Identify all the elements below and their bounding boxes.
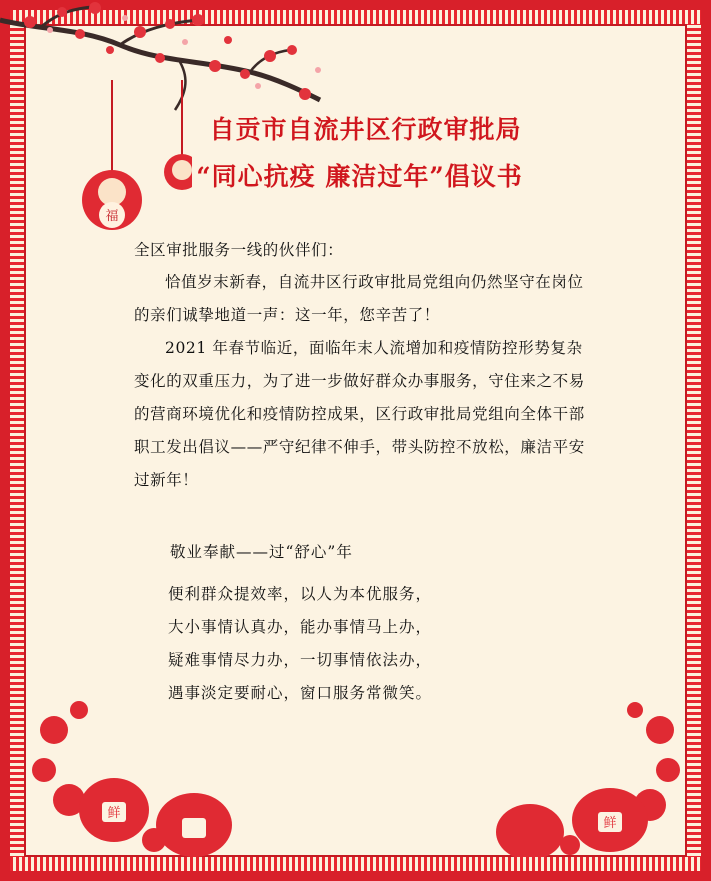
floral-papercut-right-decoration	[470, 700, 687, 857]
verse-line: 大小事情认真办，能办事情马上办，	[168, 618, 433, 636]
verse-line: 遇事淡定要耐心，窗口服务常微笑。	[168, 684, 433, 702]
section-heading: 敬业奉献——过“舒心”年	[170, 543, 353, 561]
jar-character: 鲜	[107, 806, 121, 821]
lantern-fu-character: 福	[105, 209, 119, 224]
document-title-line2: “同心抗疫 廉洁过年”倡议书	[196, 162, 523, 191]
greeting: 全区审批服务一线的伙伴们：	[134, 241, 344, 259]
floral-papercut-left-decoration	[24, 690, 254, 857]
verse-line: 疑难事情尽力办，一切事情依法办，	[168, 651, 433, 669]
verse-line: 便利群众提效率，以人为本优服务，	[168, 585, 433, 603]
document-title-line1: 自贡市自流井区行政审批局	[209, 115, 522, 144]
jar-character-right: 鲜	[603, 816, 617, 831]
paragraph-1: 恰值岁末新春，自流井区行政审批局党组向仍然坚守在岗位的亲们诚挚地道一声：这一年，您辛苦了！	[134, 273, 584, 324]
paragraph-2: 2021 年春节临近，面临年末人流增加和疫情防控形势复杂变化的双重压力，为了进一步做好群众办事服务，守住来之不易的营商环境优化和疫情防控成果，区行政审批局党组向全体干部职工发出倡议——严守纪律不伸手，带头防控不放松，廉洁平安过新年！	[134, 339, 585, 489]
